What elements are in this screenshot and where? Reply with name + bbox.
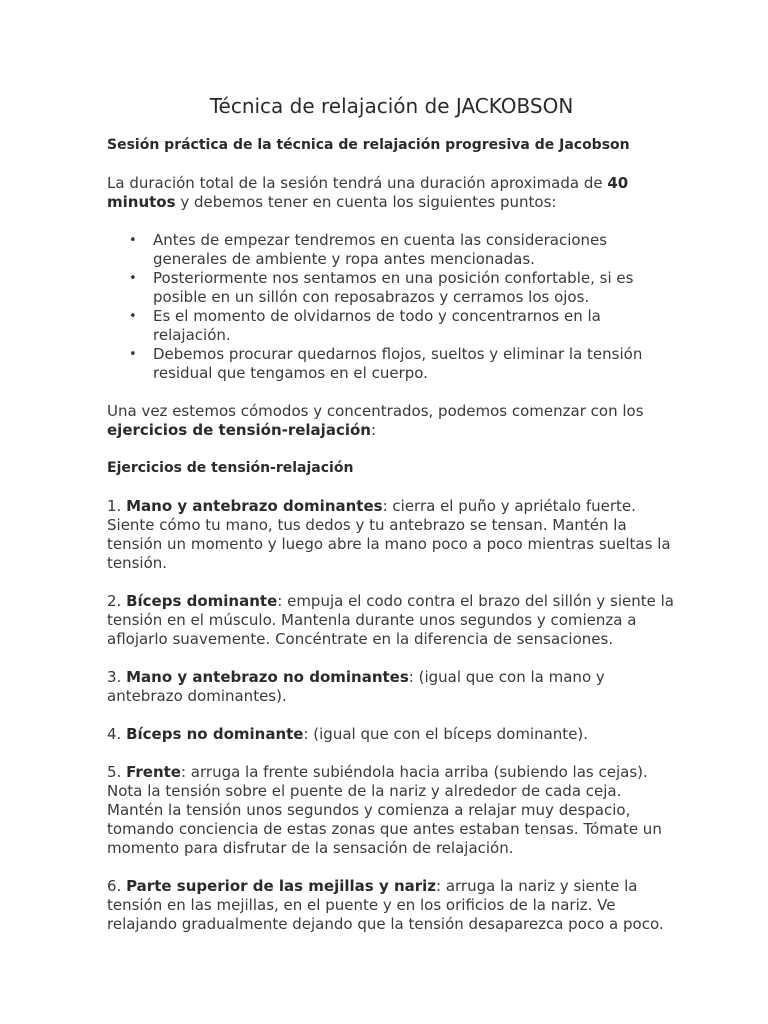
intro-paragraph <box>107 174 676 212</box>
exercise-name: Mano y antebrazo dominantes <box>126 497 383 515</box>
exercise-number: 5. <box>107 763 127 781</box>
considerations-list <box>107 231 676 383</box>
document-title: Técnica de relajación de JACKOBSON <box>209 94 574 118</box>
exercise-number: 3. <box>107 668 127 686</box>
transition-bold: ejercicios de tensión-relajación <box>107 421 371 439</box>
transition-text-before: Una vez estemos cómodos y concentrados, podemos comenzar con los <box>107 402 644 420</box>
list-item: • Es el momento de olvidarnos de todo y concentrarnos en la relajación. <box>153 307 676 345</box>
exercise-name: Frente <box>126 763 181 781</box>
exercise-name: Parte superior de las mejillas y nariz <box>126 877 437 895</box>
exercise-number: 4. <box>107 725 127 743</box>
exercise-name: Bíceps no dominante <box>126 725 304 743</box>
intro-text-before: La duración total de la sesión tendrá una duración aproximada de <box>107 174 608 192</box>
transition-text-after: : <box>370 421 377 439</box>
exercise-item <box>107 877 676 934</box>
exercise-name: Bíceps dominante <box>126 592 278 610</box>
exercise-name: Mano y antebrazo no dominantes <box>126 668 409 686</box>
exercise-item <box>107 725 676 744</box>
exercise-number: 6. <box>107 877 127 895</box>
intro-text-after: y debemos tener en cuenta los siguientes puntos: <box>175 193 557 211</box>
transition-paragraph <box>107 402 676 440</box>
intro-duration: 40 minutos <box>107 174 629 211</box>
list-item: • Debemos procurar quedarnos flojos, sueltos y eliminar la tensión residual que tengamos en el cuerpo. <box>153 345 676 383</box>
exercise-item <box>107 763 676 858</box>
exercise-text: : empuja el codo contra el brazo del sillón y siente la tensión en el músculo. Mantenla durante unos segundos y comienza a aflojarlo suavemente. Concéntrate en la diferencia de sensaciones. <box>107 592 674 648</box>
exercise-item <box>107 668 676 706</box>
exercise-text: : cierra el puño y apriétalo fuerte. Siente cómo tu mano, tus dedos y tu antebrazo se tensan. Mantén la tensión un momento y luego abre la mano poco a poco mientras sueltas la tensión. <box>107 497 671 572</box>
exercise-text: : arruga la nariz y siente la tensión en las mejillas, en el puente y en los orificios de la nariz. Ve relajando gradualmente dejando que la tensión desaparezca poco a poco. <box>107 877 664 933</box>
exercise-number: 1. <box>107 497 127 515</box>
list-item: • Antes de empezar tendremos en cuenta las consideraciones generales de ambiente y ropa antes mencionadas. <box>153 231 676 269</box>
exercise-item <box>107 592 676 649</box>
exercises-heading: Ejercicios de tensión-relajación <box>107 460 354 476</box>
exercise-text: : (igual que con el bíceps dominante). <box>303 725 589 743</box>
exercise-number: 2. <box>107 592 127 610</box>
exercise-text: : (igual que con la mano y antebrazo dominantes). <box>107 668 605 705</box>
session-subtitle: Sesión práctica de la técnica de relajación progresiva de Jacobson <box>107 137 630 153</box>
exercise-item <box>107 497 676 573</box>
exercise-text: : arruga la frente subiéndola hacia arriba (subiendo las cejas). Nota la tensión sobre el puente de la nariz y alrededor de cada ceja. Mantén la tensión unos segundos y comienza a relajar muy despacio, tomando conciencia de estas zonas que antes estaban tensas. Tómate un momento para disfrutar de la sensación de relajación. <box>107 763 662 857</box>
list-item: • Posteriormente nos sentamos en una posición confortable, si es posible en un sillón con reposabrazos y cerramos los ojos. <box>153 269 676 307</box>
